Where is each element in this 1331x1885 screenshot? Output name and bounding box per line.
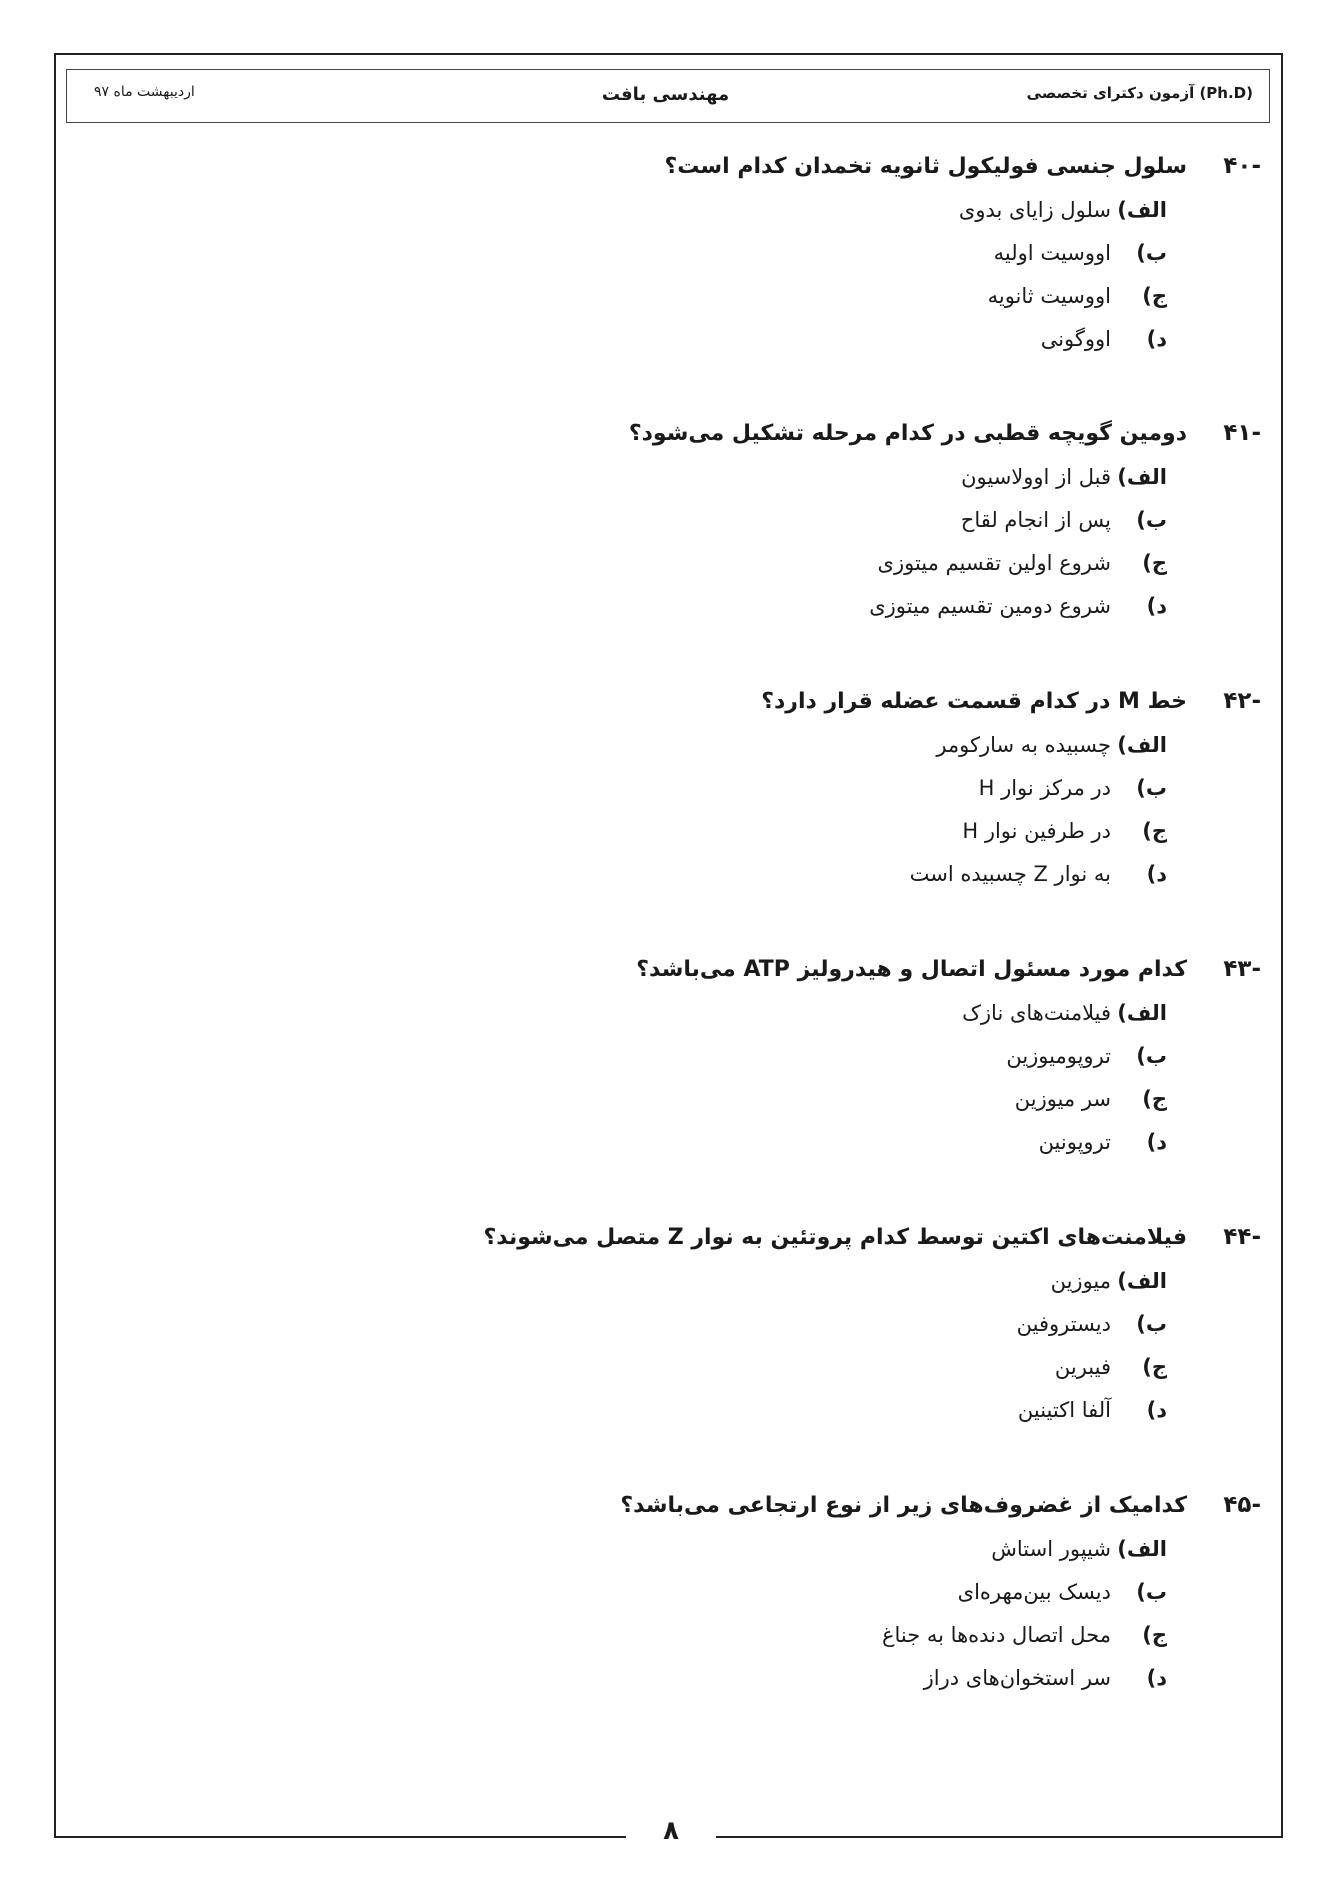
footer-rule-left <box>54 1836 626 1838</box>
option-c <box>620 1614 1167 1657</box>
option-a <box>483 1260 1167 1303</box>
exam-date: اردیبهشت ماه ۹۷ <box>94 84 195 100</box>
option-text: چسبیده به سارکومر <box>936 733 1111 757</box>
footer-rule-right <box>716 1836 1283 1838</box>
option-label: الف) <box>1117 198 1167 222</box>
option-text: اووسیت اولیه <box>993 241 1111 265</box>
option-d <box>761 853 1167 896</box>
option-a <box>620 1528 1167 1571</box>
option-label: ج) <box>1142 819 1167 843</box>
question-44 <box>483 1224 1261 1432</box>
option-text: شیپور استاش <box>991 1537 1111 1561</box>
option-label: ب) <box>1136 241 1167 265</box>
question-number: -۴۱ <box>1223 420 1261 446</box>
option-a <box>629 456 1167 499</box>
option-text: در مرکز نوار H <box>978 776 1111 800</box>
option-c <box>636 1078 1167 1121</box>
option-text: به نوار Z چسبیده است <box>909 862 1111 886</box>
option-text: سلول زایای بدوی <box>958 198 1111 222</box>
option-label: ب) <box>1136 1044 1167 1068</box>
option-d <box>636 1121 1167 1164</box>
option-label: ج) <box>1142 1355 1167 1379</box>
option-label: الف) <box>1117 733 1167 757</box>
question-number: -۴۴ <box>1223 1224 1261 1250</box>
question-41 <box>629 420 1261 628</box>
option-text: در طرفین نوار H <box>962 819 1111 843</box>
question-40 <box>664 153 1261 361</box>
option-text: تروپومیوزین <box>1006 1044 1111 1068</box>
question-42 <box>761 688 1261 896</box>
option-label: ب) <box>1136 508 1167 532</box>
option-a <box>664 189 1167 232</box>
question-text: خط M در کدام قسمت عضله قرار دارد؟ <box>761 689 1187 714</box>
option-d <box>483 1389 1167 1432</box>
option-text: میوزین <box>1050 1269 1111 1293</box>
question-number: -۴۵ <box>1223 1492 1261 1518</box>
option-c <box>761 810 1167 853</box>
question-text: دومین گویچه قطبی در کدام مرحله تشکیل می‌شود؟ <box>628 421 1187 446</box>
option-text: فیبرین <box>1054 1355 1111 1379</box>
option-label: الف) <box>1117 1537 1167 1561</box>
question-text: فیلامنت‌های اکتین توسط کدام پروتئین به نوار Z متصل می‌شوند؟ <box>483 1225 1187 1250</box>
option-text: سر میوزین <box>1014 1087 1111 1111</box>
option-b <box>636 1035 1167 1078</box>
option-b <box>761 767 1167 810</box>
option-label: الف) <box>1117 465 1167 489</box>
option-text: شروع اولین تقسیم میتوزی <box>877 551 1111 575</box>
option-text: شروع دومین تقسیم میتوزی <box>869 594 1111 618</box>
option-text: اووگونی <box>1040 327 1111 351</box>
option-label: ج) <box>1142 1623 1167 1647</box>
option-label: ب) <box>1136 776 1167 800</box>
page-number: ۸ <box>663 1816 679 1846</box>
question-number: -۴۳ <box>1223 956 1261 982</box>
option-text: آلفا اکتینین <box>1017 1398 1111 1422</box>
option-text: پس از انجام لقاح <box>960 508 1111 532</box>
option-c <box>629 542 1167 585</box>
option-b <box>629 499 1167 542</box>
option-text: اووسیت ثانویه <box>987 284 1111 308</box>
question-number: -۴۲ <box>1223 688 1261 714</box>
option-label: د) <box>1146 327 1167 351</box>
exam-title: آزمون دکترای تخصصی (Ph.D) <box>1026 84 1253 102</box>
option-label: د) <box>1146 1398 1167 1422</box>
option-d <box>629 585 1167 628</box>
subject-title: مهندسی بافت <box>601 84 730 105</box>
question-text: سلول جنسی فولیکول ثانویه تخمدان کدام است؟ <box>664 154 1187 179</box>
option-text: قبل از اوولاسیون <box>961 465 1111 489</box>
option-label: د) <box>1146 862 1167 886</box>
option-label: الف) <box>1117 1001 1167 1025</box>
option-label: د) <box>1146 594 1167 618</box>
option-text: دیستروفین <box>1016 1312 1111 1336</box>
option-label: الف) <box>1117 1269 1167 1293</box>
option-label: د) <box>1146 1666 1167 1690</box>
question-45 <box>620 1492 1261 1700</box>
option-label: د) <box>1146 1130 1167 1154</box>
option-c <box>483 1346 1167 1389</box>
option-text: سر استخوان‌های دراز <box>923 1666 1111 1690</box>
option-text: دیسک بین‌مهره‌ای <box>957 1580 1111 1604</box>
option-label: ب) <box>1136 1580 1167 1604</box>
option-b <box>620 1571 1167 1614</box>
option-label: ج) <box>1142 1087 1167 1111</box>
option-label: ب) <box>1136 1312 1167 1336</box>
option-d <box>620 1657 1167 1700</box>
option-c <box>664 275 1167 318</box>
option-label: ج) <box>1142 551 1167 575</box>
option-b <box>664 232 1167 275</box>
question-number: -۴۰ <box>1223 153 1261 179</box>
option-text: تروپونین <box>1038 1130 1111 1154</box>
option-text: فیلامنت‌های نازک <box>962 1001 1111 1025</box>
question-text: کدام مورد مسئول اتصال و هیدرولیز ATP می‌باشد؟ <box>636 957 1187 982</box>
option-a <box>636 992 1167 1035</box>
option-label: ج) <box>1142 284 1167 308</box>
option-b <box>483 1303 1167 1346</box>
question-43 <box>636 956 1261 1164</box>
option-text: محل اتصال دنده‌ها به جناغ <box>881 1623 1111 1647</box>
option-a <box>761 724 1167 767</box>
option-d <box>664 318 1167 361</box>
question-text: کدامیک از غضروف‌های زیر از نوع ارتجاعی می‌باشد؟ <box>620 1493 1187 1518</box>
